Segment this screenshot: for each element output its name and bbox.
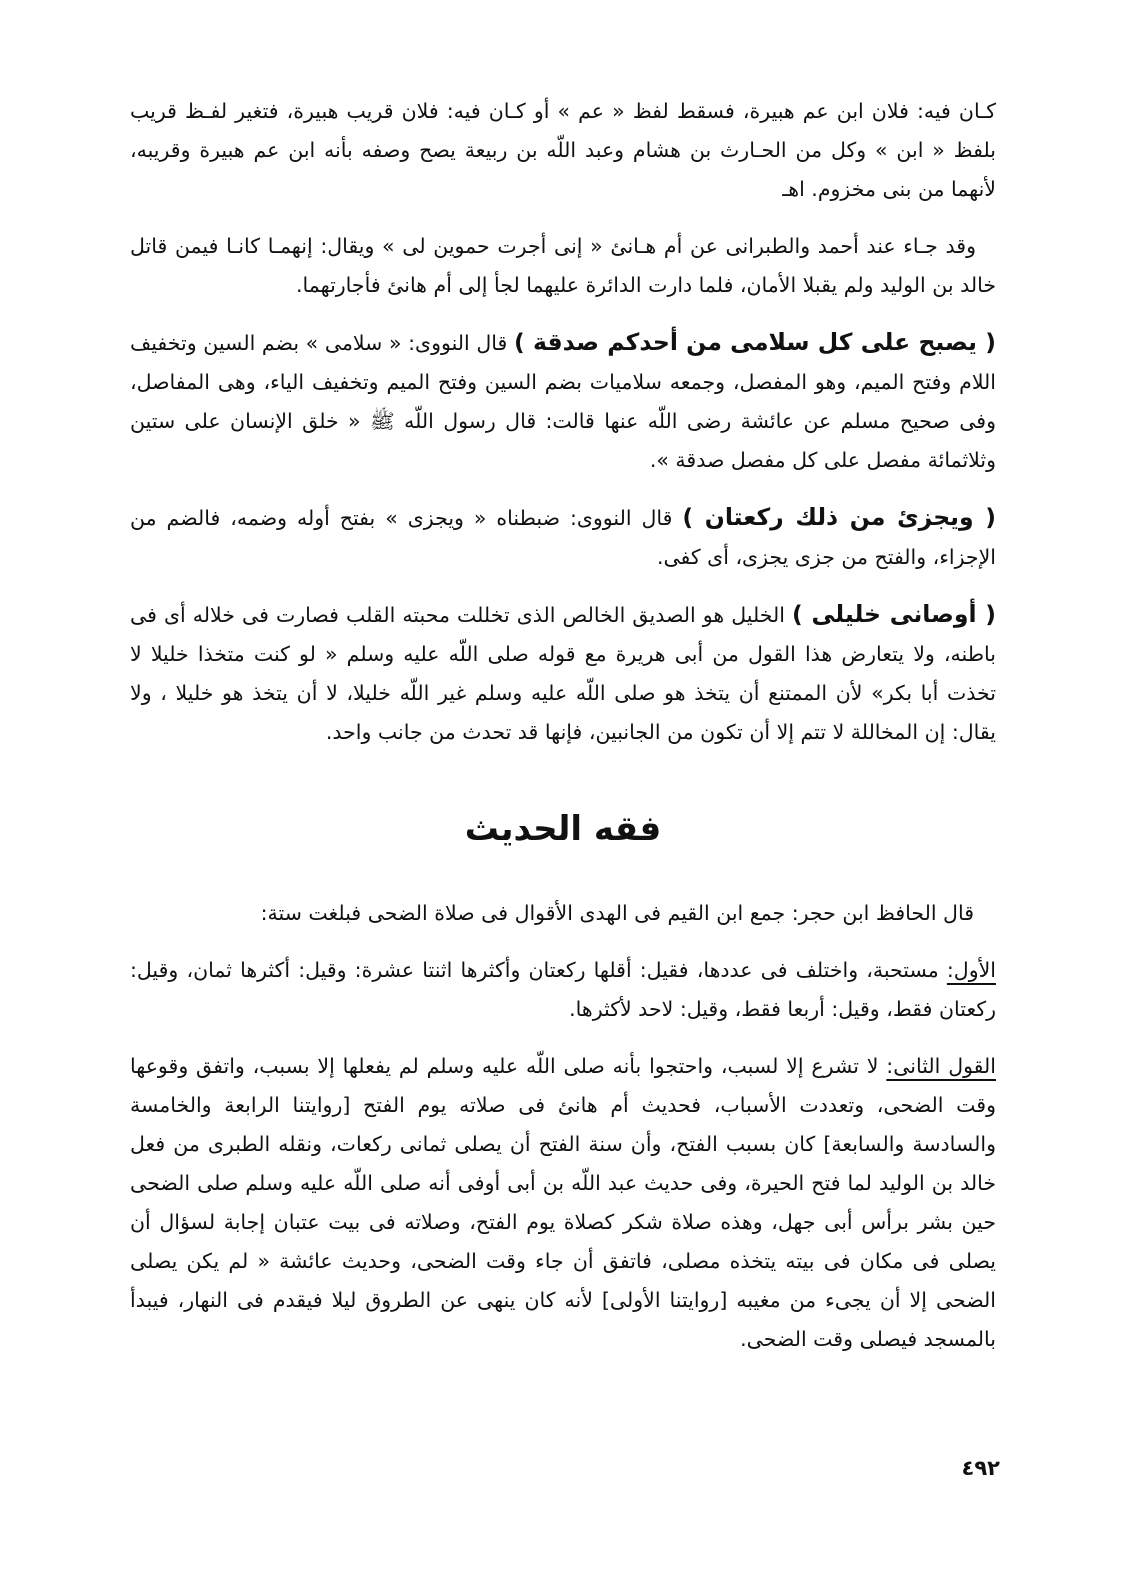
opinion-label: الأول: bbox=[946, 958, 996, 982]
opinion-label: القول الثانى: bbox=[886, 1054, 996, 1078]
paragraph-3-text: قال النووى: « سلامى » بضم السين وتخفيف اللام وفتح الميم، وهو المفصل، وجمعه سلاميات بضم السين وفتح الميم وتخفيف الياء، وهى المفاصل، وفى صحيح مسلم عن عائشة رضى اللّه عنها قالت: قال رسول اللّه ﷺ « خلق الإنسان على ستين وثلاثمائة مفصل على كل مفصل صدقة ». bbox=[130, 331, 996, 472]
paragraph-1 bbox=[130, 92, 996, 209]
paragraph-6 bbox=[130, 894, 996, 933]
paragraph-5-text: الخليل هو الصديق الخالص الذى تخللت محبته القلب فصارت فى خلاله أى فى باطنه، ولا يتعارض هذا القول من أبى هريرة مع قوله صلى اللّه عليه وسلم « لو كنت متخذا خليلا لا تخذت أبا بكر» لأن الممتنع أن يتخذ هو صلى اللّه عليه وسلم غير اللّه خليلا، لا أن يتخذ هو خليلا ، ولا يقال: إن المخاللة لا تتم إلا أن تكون من الجانبين، فإنها قد تحدث من جانب واحد. bbox=[130, 603, 996, 744]
paragraph-7 bbox=[130, 951, 996, 1029]
paragraph-8 bbox=[130, 1047, 996, 1359]
paragraph-1-text: كـان فيه: فلان ابن عم هبيرة، فسقط لفظ « عم » أو كـان فيه: فلان قريب هبيرة، فتغير لفـظ قريب بلفظ « ابن » وكل من الحـارث بن هشام وعبد اللّه بن ربيعة يصح وصفه بأنه ابن عم هبيرة وقريبه، لأنهما من بنى مخزوم. اهـ bbox=[130, 99, 996, 201]
paragraph-5 bbox=[130, 595, 996, 752]
paragraph-7-text: مستحبة، واختلف فى عددها، فقيل: أقلها ركعتان وأكثرها اثنتا عشرة: وقيل: أكثرها ثمان، وقيل: ركعتان فقط، وقيل: أربعا فقط، وقيل: لاحد لأكثرها. bbox=[130, 958, 996, 1021]
section-heading: فقه الحديث bbox=[464, 809, 662, 849]
hadith-phrase-heading: ( ويجزئ من ذلك ركعتان ) bbox=[682, 503, 996, 531]
page-body bbox=[130, 92, 996, 1512]
hadith-phrase-heading: ( يصبح على كل سلامى من أحدكم صدقة ) bbox=[513, 328, 996, 356]
page-number: ٤٩٢ bbox=[961, 1456, 1000, 1480]
paragraph-2 bbox=[130, 227, 996, 305]
paragraph-2-text: وقد جـاء عند أحمد والطبرانى عن أم هـانئ « إنى أجرت حموين لى » ويقال: إنهمـا كانـا فيمن قاتل خالد بن الوليد ولم يقبلا الأمان، فلما دارت الدائرة عليهما لجأ إلى أم هانئ فأجارتهما. bbox=[130, 234, 996, 297]
paragraph-6-text: قال الحافظ ابن حجر: جمع ابن القيم فى الهدى الأقوال فى صلاة الضحى فبلغت ستة: bbox=[260, 901, 974, 925]
paragraph-4-text: قال النووى: ضبطناه « ويجزى » بفتح أوله وضمه، فالضم من الإجزاء، والفتح من جزى يجزى، أى كفى. bbox=[130, 506, 996, 569]
paragraph-3 bbox=[130, 323, 996, 480]
paragraph-8-text: لا تشرع إلا لسبب، واحتجوا بأنه صلى اللّه عليه وسلم لم يفعلها إلا بسبب، واتفق وقوعها وقت الضحى، وتعددت الأسباب، فحديث أم هانئ فى صلاته يوم الفتح [روايتنا الرابعة والخامسة والسادسة والسابعة] كان بسبب الفتح، وأن سنة الفتح أن يصلى ثمانى ركعات، ونقله الطبرى من فعل خالد بن الوليد لما فتح الحيرة، وفى حديث عبد اللّه بن أبى أوفى أنه صلى اللّه عليه وسلم صلى الضحى حين بشر برأس أبى جهل، وهذه صلاة شكر كصلاة يوم الفتح، وصلاته فى بيت عتبان إجابة لسؤال أن يصلى فى مكان فى بيته يتخذه مصلى، فاتفق أن جاء وقت الضحى، وحديث عائشة « لم يكن يصلى الضحى إلا أن يجىء من مغيبه [روايتنا الأولى] لأنه كان ينهى عن الطروق ليلا فيقدم فى النهار، فيبدأ بالمسجد فيصلى وقت الضحى. bbox=[130, 1054, 996, 1351]
hadith-phrase-heading: ( أوصانى خليلى ) bbox=[792, 600, 996, 628]
paragraph-4 bbox=[130, 498, 996, 577]
